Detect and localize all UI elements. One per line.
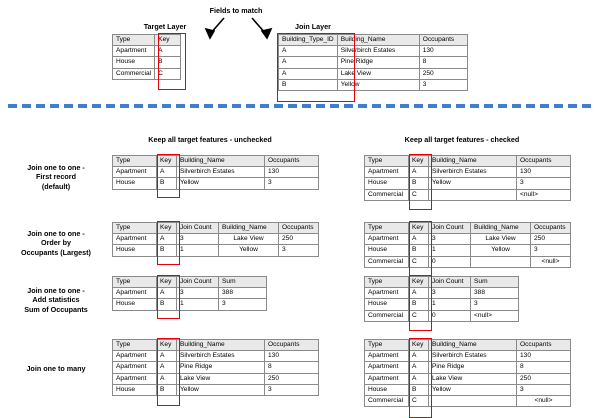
row4-unchecked-table [112, 339, 319, 396]
table-header-row [279, 35, 468, 46]
cell: Apartment [365, 373, 409, 384]
cell: House [113, 299, 157, 310]
row4-unchecked-table-wrap [112, 339, 319, 396]
col-header: Key [409, 223, 429, 234]
join-layer-table-wrap [278, 34, 468, 91]
table-header-row [113, 156, 319, 167]
col-header: Type [113, 35, 155, 46]
col-header: Occupants [531, 223, 571, 234]
cell: C [409, 396, 429, 407]
table-row [113, 234, 319, 245]
cell: 1 [177, 299, 219, 310]
cell: Apartment [365, 288, 409, 299]
cell: B [157, 384, 177, 395]
cell: 3 [471, 299, 519, 310]
cell [429, 189, 517, 200]
col-header: Key [157, 277, 177, 288]
col-header: Building_Name [219, 223, 279, 234]
cell: Lake View [219, 234, 279, 245]
col-header: Type [113, 223, 157, 234]
cell: A [409, 351, 429, 362]
table-row [279, 46, 468, 57]
table-header-row [113, 223, 319, 234]
row-label-line: Order by [41, 238, 71, 248]
row-label-line: Occupants (Largest) [21, 247, 91, 257]
cell: 3 [517, 384, 571, 395]
cell: Silverbirch Estates [177, 167, 265, 178]
col-header: Join Count [429, 277, 471, 288]
table-header-row [365, 340, 571, 351]
cell: 1 [429, 299, 471, 310]
table-row [365, 288, 519, 299]
table-row [113, 384, 319, 395]
cell: 130 [265, 351, 319, 362]
cell: House [113, 57, 155, 68]
cell: B [155, 57, 181, 68]
table-header-row [365, 223, 571, 234]
cell: A [157, 288, 177, 299]
table-row [279, 57, 468, 68]
col-header: Join Count [429, 223, 471, 234]
table-row [113, 362, 319, 373]
table-row [113, 178, 319, 189]
table-row [279, 68, 468, 79]
col-header: Key [157, 156, 177, 167]
row-label-line: Join one to one - [27, 163, 85, 172]
cell: 3 [265, 384, 319, 395]
table-row [365, 256, 571, 267]
table-row [365, 167, 571, 178]
section-divider [8, 104, 592, 108]
cell: A [279, 57, 338, 68]
col-header: Type [365, 223, 409, 234]
col-header: Type [113, 277, 157, 288]
cell: 130 [419, 46, 467, 57]
row2-checked-table-wrap [364, 222, 571, 268]
table-header-row [365, 156, 571, 167]
col-header: Join Count [177, 223, 219, 234]
join-layer-label: Join Layer [295, 22, 331, 31]
col-header: Building_Name [177, 156, 265, 167]
col-header: Type [113, 156, 157, 167]
col-header: Occupants [419, 35, 467, 46]
cell: A [409, 167, 429, 178]
cell: Apartment [365, 234, 409, 245]
col-header: Key [155, 35, 181, 46]
cell: 3 [429, 234, 471, 245]
cell: Silverbirch Estates [429, 351, 517, 362]
target-layer-label: Target Layer [143, 22, 187, 31]
cell: House [365, 245, 409, 256]
cell: A [155, 46, 181, 57]
table-row [365, 189, 571, 200]
cell: B [157, 299, 177, 310]
cell: 250 [265, 373, 319, 384]
row-label-one-to-many [2, 364, 110, 373]
cell: Commercial [365, 189, 409, 200]
join-layer-table [278, 34, 468, 91]
cell: Lake View [471, 234, 531, 245]
cell: A [157, 351, 177, 362]
cell: Lake View [177, 373, 265, 384]
cell: Apartment [113, 362, 157, 373]
cell: Commercial [365, 396, 409, 407]
table-row [365, 178, 571, 189]
cell: A [157, 234, 177, 245]
row-label-line: Join one to one - [27, 229, 85, 238]
cell: B [157, 245, 177, 256]
cell: Apartment [113, 46, 155, 57]
cell: Pine Ridge [177, 362, 265, 373]
col-header: Building_Name [471, 223, 531, 234]
cell: B [409, 245, 429, 256]
table-row [113, 245, 319, 256]
cell: Pine Ridge [337, 57, 419, 68]
col-header: Occupants [265, 340, 319, 351]
col-header: Occupants [279, 223, 319, 234]
table-row [365, 310, 519, 321]
col-header: Type [365, 340, 409, 351]
table-row [113, 57, 181, 68]
col-header: Building_Name [429, 156, 517, 167]
cell: Commercial [365, 310, 409, 321]
row-label-line: Join one to one - [27, 286, 85, 295]
row2-unchecked-table [112, 222, 319, 257]
col-header: Key [409, 277, 429, 288]
cell: 0 [429, 256, 471, 267]
cell: <null> [471, 310, 519, 321]
table-row [113, 373, 319, 384]
cell: Yellow [177, 178, 265, 189]
col-header: Type [365, 156, 409, 167]
cell: Apartment [113, 373, 157, 384]
cell: C [409, 189, 429, 200]
table-row [365, 299, 519, 310]
cell: Yellow [177, 384, 265, 395]
table-row [365, 396, 571, 407]
cell: House [365, 384, 409, 395]
col-header: Sum [471, 277, 519, 288]
cell: House [365, 178, 409, 189]
cell: House [113, 384, 157, 395]
cell: <null> [531, 256, 571, 267]
target-layer-table [112, 34, 181, 80]
cell: 250 [517, 373, 571, 384]
col-header: Join Count [177, 277, 219, 288]
col-header: Key [157, 223, 177, 234]
cell: Silverbirch Estates [177, 351, 265, 362]
cell: Yellow [337, 79, 419, 90]
row3-unchecked-table [112, 276, 267, 311]
col-header: Building_Name [177, 340, 265, 351]
cell: Yellow [429, 384, 517, 395]
cell: Apartment [365, 351, 409, 362]
col-header: Occupants [517, 340, 571, 351]
row2-checked-table [364, 222, 571, 268]
cell: 3 [517, 178, 571, 189]
cell: A [409, 362, 429, 373]
row4-checked-table [364, 339, 571, 407]
row-label-add-statistics [2, 286, 110, 314]
row2-unchecked-table-wrap [112, 222, 319, 257]
table-row [365, 234, 571, 245]
row1-checked-table [364, 155, 571, 201]
cell: Yellow [471, 245, 531, 256]
fields-to-match-label: Fields to match [209, 6, 263, 15]
cell: 3 [265, 178, 319, 189]
cell: 388 [471, 288, 519, 299]
cell: 0 [429, 310, 471, 321]
cell: A [279, 46, 338, 57]
cell: A [409, 234, 429, 245]
table-header-row [365, 277, 519, 288]
cell: 3 [219, 299, 267, 310]
cell: Silverbirch Estates [337, 46, 419, 57]
cell: <null> [517, 189, 571, 200]
cell: Apartment [365, 362, 409, 373]
cell: Apartment [113, 351, 157, 362]
cell: 3 [531, 245, 571, 256]
col-header: Building_Type_ID [279, 35, 338, 46]
row-label-line: First record [36, 172, 76, 182]
row-label-line: Sum of Occupants [24, 304, 88, 314]
cell: B [279, 79, 338, 90]
cell: Lake View [337, 68, 419, 79]
cell: A [157, 362, 177, 373]
row-label-line: Join one to many [26, 364, 86, 373]
table-row [365, 245, 571, 256]
cell [471, 256, 531, 267]
cell: Silverbirch Estates [429, 167, 517, 178]
cell: B [409, 299, 429, 310]
cell: 3 [429, 288, 471, 299]
cell: 1 [429, 245, 471, 256]
cell: House [365, 299, 409, 310]
cell: 250 [279, 234, 319, 245]
col-header: Building_Name [429, 340, 517, 351]
cell: B [409, 384, 429, 395]
table-row [113, 299, 267, 310]
row1-checked-table-wrap [364, 155, 571, 201]
cell: Pine Ridge [429, 362, 517, 373]
column-heading-unchecked: Keep all target features - unchecked [148, 135, 272, 144]
row1-unchecked-table [112, 155, 319, 190]
col-header: Key [157, 340, 177, 351]
table-header-row [113, 35, 181, 46]
row-label-line: (default) [41, 181, 71, 191]
row3-checked-table-wrap [364, 276, 519, 322]
cell: C [409, 310, 429, 321]
cell: A [409, 288, 429, 299]
cell: 3 [279, 245, 319, 256]
cell: Yellow [429, 178, 517, 189]
cell: C [409, 256, 429, 267]
col-header: Type [365, 277, 409, 288]
cell: A [157, 167, 177, 178]
cell: Yellow [219, 245, 279, 256]
cell: 1 [177, 245, 219, 256]
table-header-row [113, 277, 267, 288]
col-header: Sum [219, 277, 267, 288]
table-row [113, 288, 267, 299]
table-row [365, 362, 571, 373]
cell: House [113, 178, 157, 189]
table-row [113, 167, 319, 178]
cell: B [157, 178, 177, 189]
cell: 8 [265, 362, 319, 373]
row-label-line: Add statistics [32, 295, 80, 305]
cell: 388 [219, 288, 267, 299]
row3-unchecked-table-wrap [112, 276, 267, 311]
cell: 8 [419, 57, 467, 68]
cell: Lake View [429, 373, 517, 384]
table-row [113, 68, 181, 79]
row4-checked-table-wrap [364, 339, 571, 407]
cell: House [113, 245, 157, 256]
cell: Commercial [365, 256, 409, 267]
cell: Apartment [113, 234, 157, 245]
cell: 250 [419, 68, 467, 79]
cell: 130 [517, 167, 571, 178]
cell: A [279, 68, 338, 79]
cell [429, 396, 517, 407]
cell: C [155, 68, 181, 79]
table-row [365, 351, 571, 362]
col-header: Occupants [265, 156, 319, 167]
column-heading-checked: Keep all target features - checked [404, 135, 520, 144]
row-label-order-by [0, 229, 112, 257]
table-row [365, 373, 571, 384]
cell: Apartment [365, 167, 409, 178]
col-header: Building_Name [337, 35, 419, 46]
cell: Apartment [113, 167, 157, 178]
cell: B [409, 178, 429, 189]
col-header: Key [409, 156, 429, 167]
cell: 3 [177, 288, 219, 299]
cell: 130 [517, 351, 571, 362]
cell: Apartment [113, 288, 157, 299]
col-header: Key [409, 340, 429, 351]
cell: <null> [517, 396, 571, 407]
col-header: Occupants [517, 156, 571, 167]
cell: A [409, 373, 429, 384]
table-row [113, 46, 181, 57]
cell: 130 [265, 167, 319, 178]
row-label-first-record [2, 163, 110, 191]
table-row [113, 351, 319, 362]
cell: 8 [517, 362, 571, 373]
cell: A [157, 373, 177, 384]
cell: 250 [531, 234, 571, 245]
col-header: Type [113, 340, 157, 351]
cell: 3 [177, 234, 219, 245]
cell: Commercial [113, 68, 155, 79]
row3-checked-table [364, 276, 519, 322]
table-row [365, 384, 571, 395]
target-layer-table-wrap [112, 34, 181, 80]
table-row [279, 79, 468, 90]
cell: 3 [419, 79, 467, 90]
row1-unchecked-table-wrap [112, 155, 319, 190]
table-header-row [113, 340, 319, 351]
